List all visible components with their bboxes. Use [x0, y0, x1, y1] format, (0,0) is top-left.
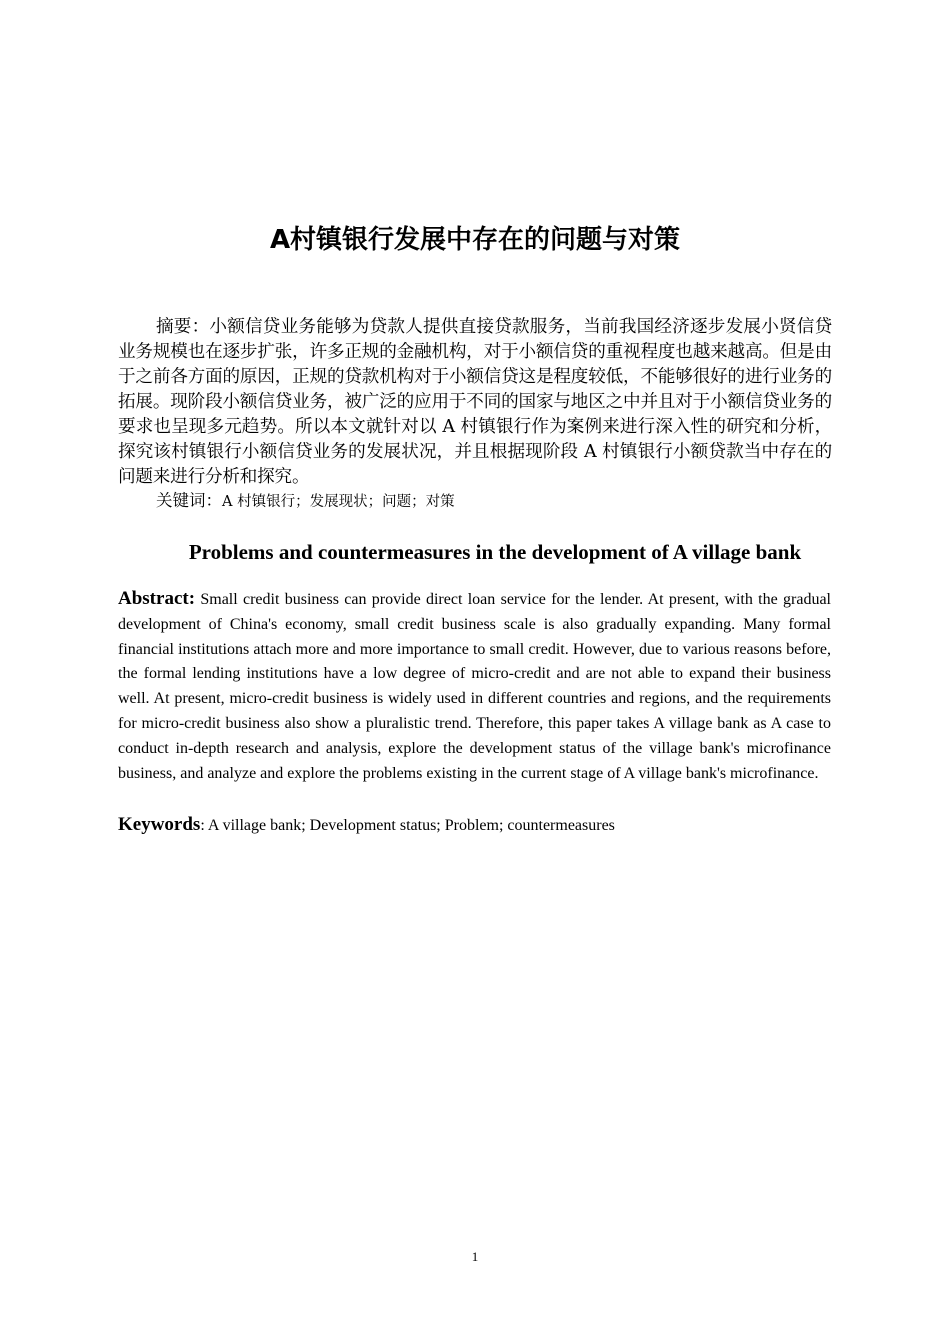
english-title: Problems and countermeasures in the development of A village bank [188, 540, 802, 564]
english-abstract-label: Abstract: [118, 588, 196, 609]
chinese-abstract-text: 小额信贷业务能够为贷款人提供直接贷款服务，当前我国经济逐步发展小贤信贷业务规模也在逐步扩张，许多正规的金融机构，对于小额信贷的重视程度也越来越高。但是由于之前各方面的原因，正规的贷款机构对于小额信贷这是程度较低，不能够很好的进行业务的拓展。现阶段小额信贷业务，被广泛的应用于不同的国家与地区之中并且对于小额信贷业务的要求也呈现多元趋势。所以本文就针对以 A 村镇银行作为案例来进行深入性的研究和分析，探究该村镇银行小额信贷业务的发展状况，并且根据现阶段 A 村镇银行小额贷款当中存在的问题来进行分析和探究。 [118, 317, 832, 487]
english-abstract-text: Small credit business can provide direct loan service for the lender. At present, with the gradual development of China's economy, small credit business scale is also gradually expanding. Many formal financial institutions attach more and more importance to small credit. However, due to various reasons before, the formal lending institutions have a low degree of micro-credit and are not able to expand their business well. At present, micro-credit business is widely used in different countries and regions, and the requirements for micro-credit business also show a pluralistic trend. Therefore, this paper takes A village bank as A case to conduct in-depth research and analysis, explore the development status of the village bank's microfinance business, and analyze and explore the problems existing in the current stage of A village bank's microfinance. [118, 591, 831, 782]
english-keywords-label: Keywords [118, 814, 201, 835]
chinese-keywords [118, 489, 832, 514]
chinese-abstract [118, 315, 832, 490]
english-keywords-text: : A village bank; Development status; Problem; countermeasures [200, 817, 615, 834]
chinese-title: A村镇银行发展中存在的问题与对策 [269, 225, 681, 255]
chinese-keywords-text: A 村镇银行；发展现状；问题；对策 [222, 494, 455, 510]
english-abstract [118, 587, 831, 786]
chinese-keywords-label: 关键词： [156, 491, 222, 510]
english-keywords [118, 812, 832, 839]
page-number: 1 [471, 1249, 479, 1264]
chinese-abstract-label: 摘要： [156, 317, 210, 337]
